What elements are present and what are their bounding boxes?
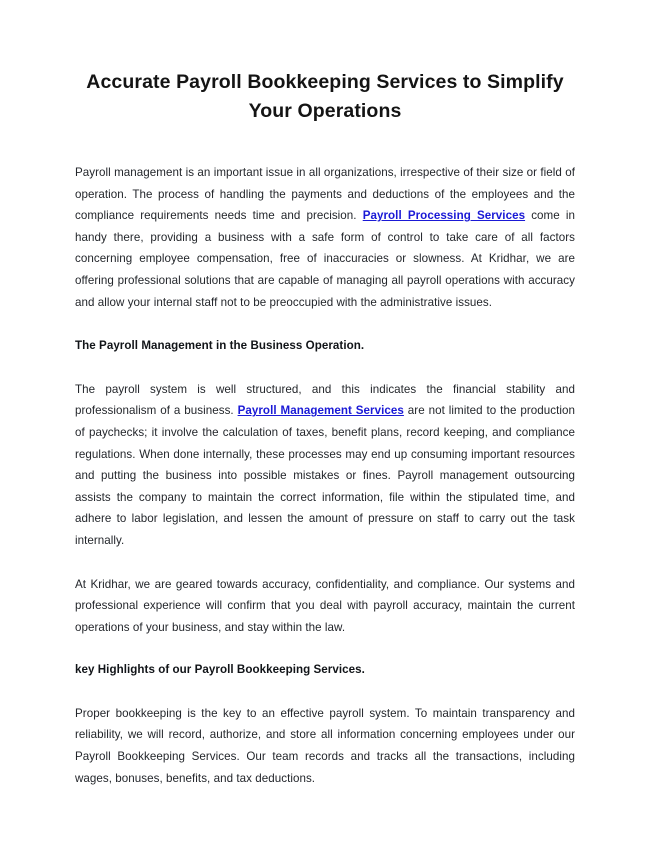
block-spacer: [75, 681, 575, 703]
block-spacer: [75, 357, 575, 379]
paragraph-kridhar-accuracy: At Kridhar, we are geared towards accuracy, confidentiality, and compliance. Our systems and professional experience will confirm that you deal with payroll accuracy, maintain the current operations of your business, and stay within the law.: [75, 577, 575, 634]
payroll-management-services-link[interactable]: Payroll Management Services: [237, 404, 404, 418]
paragraph-payroll-system-text-after-link: are not limited to the production of paychecks; it involve the calculation of taxes, benefit plans, record keeping, and compliance regulations. When done internally, these processes may end up consuming important resources and putting the business into possible mistakes or fines. Payroll management outsourcing assists the company to maintain the correct information, file within the stipulated time, and adhere to labor legislation, and lessen the amount of pressure on staff to carry out the task internally.: [75, 404, 575, 547]
section-heading-payroll-management: The Payroll Management in the Business Operation.: [75, 339, 365, 353]
paragraph-payroll-system-text-before-link: The payroll system is well structured, and this indicates the financial stability and professionalism of a business.: [75, 382, 575, 418]
document-body: [75, 68, 575, 789]
block-spacer: [75, 552, 575, 574]
paragraph-intro: [75, 162, 575, 313]
section-heading-key-highlights: key Highlights of our Payroll Bookkeeping Services.: [75, 663, 365, 677]
payroll-processing-services-link[interactable]: Payroll Processing Services: [362, 209, 526, 223]
block-spacer: [75, 638, 575, 659]
paragraph-payroll-system: [75, 379, 575, 552]
block-spacer: [75, 313, 575, 335]
paragraph-intro-text-before-link: Payroll management is an important issue in all organizations, irrespective of their size or field of operation. The process of handling the payments and deductions of the employees and the compliance requirements needs time and precision.: [75, 166, 575, 223]
page-title: Accurate Payroll Bookkeeping Services to Simplify Your Operations: [86, 71, 564, 122]
paragraph-proper-bookkeeping: Proper bookkeeping is the key to an effective payroll system. To maintain transparency and reliability, we will record, authorize, and store all information concerning employees under our Payroll Bookkeeping Services. Our team records and tracks all the transactions, including wages, bonuses, benefits, and tax deductions.: [75, 706, 575, 785]
title-spacer: [75, 126, 575, 162]
paragraph-intro-text-after-link: come in handy there, providing a business with a safe form of control to take care of all factors concerning employee compensation, free of inaccuracies or slowness. At Kridhar, we are offering professional solutions that are capable of managing all payroll operations with accuracy and allow your internal staff not to be preoccupied with the administrative issues.: [75, 209, 575, 309]
